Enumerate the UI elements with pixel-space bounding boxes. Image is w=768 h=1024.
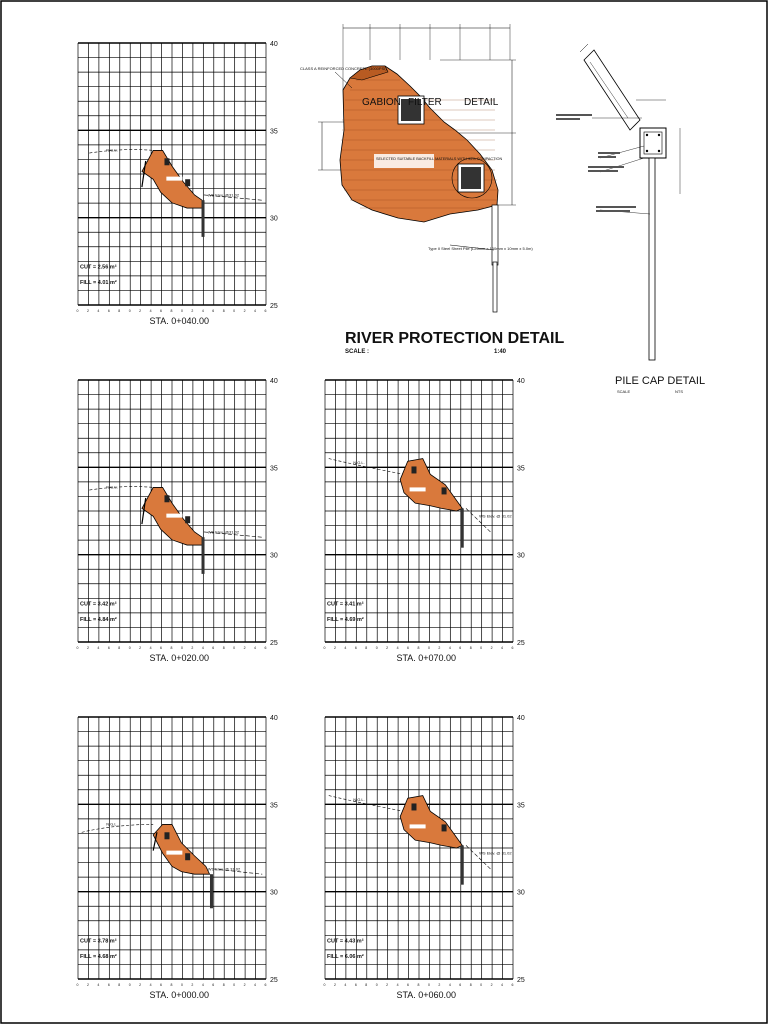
bottom-tick-label: 0 bbox=[128, 646, 131, 650]
bottom-tick-label: 8 bbox=[118, 309, 121, 313]
elevation-label: 25 bbox=[517, 977, 525, 984]
bottom-tick-label: 6 bbox=[354, 646, 357, 650]
bottom-tick-label: 8 bbox=[170, 646, 173, 650]
bottom-tick-label: 0 bbox=[375, 646, 378, 650]
bottom-tick-label: 0 bbox=[323, 983, 326, 987]
bottom-tick-label: 0 bbox=[480, 983, 483, 987]
station-label: STA. 0+040.00 bbox=[149, 316, 210, 326]
station-label: STA. 0+000.00 bbox=[149, 990, 210, 1000]
bottom-tick-label: 8 bbox=[469, 983, 472, 987]
bottom-tick-label: 4 bbox=[254, 646, 257, 650]
river-detail-title: RIVER PROTECTION DETAIL bbox=[345, 330, 565, 347]
gabion-block bbox=[411, 466, 416, 473]
bottom-tick-label: 4 bbox=[344, 983, 347, 987]
concrete-label: CLASS A REINFORCED CONCRETE (3000PSI) bbox=[300, 66, 387, 71]
bottom-tick-label: 0 bbox=[233, 646, 236, 650]
cut-label: CUT = 3.41 m² bbox=[327, 601, 364, 608]
fill-label: FILL = 4.68 m² bbox=[80, 954, 117, 961]
sheet-pile bbox=[210, 874, 213, 908]
bottom-tick-label: 2 bbox=[386, 983, 389, 987]
bottom-tick-label: 2 bbox=[333, 646, 336, 650]
bottom-tick-label: 4 bbox=[97, 309, 100, 313]
bottom-tick-label: 6 bbox=[212, 983, 215, 987]
bottom-tick-label: 2 bbox=[86, 309, 89, 313]
sheet-pile bbox=[461, 508, 464, 547]
water-level-label: WS Elev. @31.02 bbox=[207, 529, 240, 535]
bottom-tick-label: 2 bbox=[86, 646, 89, 650]
bottom-tick-label: 6 bbox=[511, 646, 514, 650]
bottom-tick-label: 0 bbox=[76, 309, 79, 313]
bottom-tick-label: 0 bbox=[128, 983, 131, 987]
gabion-label: GABION bbox=[362, 97, 401, 108]
elevation-label: 35 bbox=[270, 802, 278, 810]
elevation-label: 40 bbox=[517, 715, 525, 722]
elevation-label: 35 bbox=[517, 465, 525, 473]
sheet-pile bbox=[461, 845, 464, 884]
bottom-tick-label: 6 bbox=[212, 309, 215, 313]
cut-label: CUT = 3.78 m² bbox=[80, 938, 117, 945]
bottom-tick-label: 2 bbox=[438, 983, 441, 987]
bottom-tick-label: 6 bbox=[459, 646, 462, 650]
bottom-tick-label: 2 bbox=[139, 309, 142, 313]
cut-label: CUT = 2.56 m² bbox=[80, 264, 117, 271]
bottom-tick-label: 0 bbox=[375, 983, 378, 987]
bottom-tick-label: 2 bbox=[243, 983, 246, 987]
bottom-tick-label: 2 bbox=[333, 983, 336, 987]
gabion-block bbox=[411, 803, 416, 810]
bottom-tick-label: 2 bbox=[438, 646, 441, 650]
bottom-tick-label: 4 bbox=[201, 309, 204, 313]
bottom-tick-label: 4 bbox=[448, 983, 451, 987]
fill-label: FILL = 4.01 m² bbox=[80, 280, 117, 287]
bottom-tick-label: 6 bbox=[107, 983, 110, 987]
bottom-tick-label: 6 bbox=[511, 983, 514, 987]
gabion-block bbox=[164, 832, 169, 839]
sheet-pile bbox=[202, 537, 205, 574]
river-scale-label: SCALE : bbox=[345, 349, 369, 355]
bottom-tick-label: 8 bbox=[417, 983, 420, 987]
bottom-tick-label: 2 bbox=[490, 646, 493, 650]
bottom-tick-label: 8 bbox=[222, 309, 225, 313]
bottom-tick-label: 2 bbox=[191, 983, 194, 987]
gabion-block bbox=[164, 158, 169, 165]
bottom-tick-label: 8 bbox=[222, 646, 225, 650]
bottom-tick-label: 4 bbox=[149, 646, 152, 650]
water-level-label: WS Elev. @31.02 bbox=[207, 192, 240, 198]
bottom-tick-label: 2 bbox=[243, 646, 246, 650]
elevation-label: 30 bbox=[270, 552, 278, 560]
bottom-tick-label: 2 bbox=[191, 646, 194, 650]
gabion-block bbox=[185, 853, 190, 860]
bottom-tick-label: 6 bbox=[212, 646, 215, 650]
bottom-tick-label: 6 bbox=[354, 983, 357, 987]
bottom-tick-label: 6 bbox=[160, 646, 163, 650]
bottom-tick-label: 4 bbox=[344, 646, 347, 650]
bottom-tick-label: 6 bbox=[407, 646, 410, 650]
fill-tag bbox=[166, 177, 182, 181]
gabion-block bbox=[442, 487, 447, 494]
bottom-tick-label: 0 bbox=[128, 309, 131, 313]
bottom-tick-label: 4 bbox=[254, 983, 257, 987]
ngl-label: N.G.L. bbox=[106, 147, 118, 153]
bottom-tick-label: 4 bbox=[254, 309, 257, 313]
bottom-tick-label: 6 bbox=[264, 983, 267, 987]
pile-cap-scale-label: SCALE bbox=[617, 389, 631, 394]
bottom-tick-label: 0 bbox=[76, 983, 79, 987]
bottom-tick-label: 6 bbox=[459, 983, 462, 987]
gabion-block bbox=[164, 495, 169, 502]
gabion-block bbox=[185, 179, 190, 186]
bottom-tick-label: 6 bbox=[160, 309, 163, 313]
sheet-pile bbox=[202, 200, 205, 237]
ngl-label: N.G.L. bbox=[106, 484, 118, 490]
bottom-tick-label: 0 bbox=[323, 646, 326, 650]
bottom-tick-label: 0 bbox=[427, 983, 430, 987]
bottom-tick-label: 4 bbox=[448, 646, 451, 650]
backfill-label: SELECTED SUITABLE BACKFILL MATERIALS WITH 95% COMPACTION bbox=[376, 157, 503, 161]
bottom-tick-label: 6 bbox=[264, 309, 267, 313]
fill-label: FILL = 4.84 m² bbox=[80, 617, 117, 624]
sheet-pile-label: Type II Steel Sheet Pile (L25mm x 100mm x 10mm x 5.0m) bbox=[428, 246, 533, 251]
elevation-label: 35 bbox=[270, 128, 278, 136]
bottom-tick-label: 8 bbox=[365, 983, 368, 987]
detail-label: DETAIL bbox=[464, 97, 499, 108]
bottom-tick-label: 2 bbox=[139, 646, 142, 650]
bottom-tick-label: 8 bbox=[417, 646, 420, 650]
fill-tag bbox=[410, 487, 426, 491]
fill-tag bbox=[166, 514, 182, 518]
bottom-tick-label: 4 bbox=[396, 983, 399, 987]
elevation-label: 30 bbox=[517, 889, 525, 897]
bottom-tick-label: 6 bbox=[107, 309, 110, 313]
bottom-tick-label: 6 bbox=[160, 983, 163, 987]
bottom-tick-label: 0 bbox=[180, 983, 183, 987]
bottom-tick-label: 0 bbox=[76, 646, 79, 650]
fill-tag bbox=[410, 824, 426, 828]
fill-tag bbox=[166, 851, 182, 855]
elevation-label: 40 bbox=[270, 378, 278, 385]
bottom-tick-label: 2 bbox=[139, 983, 142, 987]
bottom-tick-label: 0 bbox=[427, 646, 430, 650]
bottom-tick-label: 8 bbox=[170, 983, 173, 987]
filter-label: FILTER bbox=[408, 97, 442, 108]
bottom-tick-label: 2 bbox=[243, 309, 246, 313]
cut-label: CUT = 3.42 m² bbox=[80, 601, 117, 608]
elevation-label: 25 bbox=[270, 977, 278, 984]
water-level-label: WS Elev. @ 31.02 bbox=[479, 513, 512, 519]
elevation-label: 35 bbox=[517, 802, 525, 810]
elevation-label: 40 bbox=[270, 41, 278, 48]
bottom-tick-label: 2 bbox=[490, 983, 493, 987]
water-level-label: WS Elev. @ 31.02 bbox=[207, 866, 241, 872]
ngl-label: N.G.L. bbox=[353, 459, 365, 465]
elevation-label: 30 bbox=[517, 552, 525, 560]
elevation-label: 25 bbox=[517, 640, 525, 647]
bottom-tick-label: 4 bbox=[201, 983, 204, 987]
bottom-tick-label: 4 bbox=[97, 646, 100, 650]
bottom-tick-label: 8 bbox=[170, 309, 173, 313]
station-label: STA. 0+020.00 bbox=[149, 653, 210, 663]
gabion-block bbox=[185, 516, 190, 523]
bottom-tick-label: 4 bbox=[501, 983, 504, 987]
ngl-label: N.G.L. bbox=[106, 821, 118, 827]
bottom-tick-label: 8 bbox=[118, 983, 121, 987]
fill-label: FILL = 4.69 m² bbox=[327, 617, 364, 624]
gabion-block bbox=[442, 824, 447, 831]
ngl-label: N.G.L. bbox=[353, 796, 365, 802]
cut-label: CUT = 4.43 m² bbox=[327, 938, 364, 945]
bottom-tick-label: 6 bbox=[107, 646, 110, 650]
pile-cap-title: PILE CAP DETAIL bbox=[615, 375, 706, 387]
elevation-label: 30 bbox=[270, 215, 278, 223]
bottom-tick-label: 8 bbox=[365, 646, 368, 650]
bottom-tick-label: 2 bbox=[86, 983, 89, 987]
bottom-tick-label: 6 bbox=[407, 983, 410, 987]
water-level-label: WS Elev. @ 31.02 bbox=[479, 850, 512, 856]
elevation-label: 25 bbox=[270, 640, 278, 647]
bottom-tick-label: 2 bbox=[386, 646, 389, 650]
bottom-tick-label: 4 bbox=[149, 309, 152, 313]
elevation-label: 30 bbox=[270, 889, 278, 897]
bottom-tick-label: 8 bbox=[469, 646, 472, 650]
bottom-tick-label: 6 bbox=[264, 646, 267, 650]
station-label: STA. 0+060.00 bbox=[396, 990, 457, 1000]
bottom-tick-label: 0 bbox=[233, 309, 236, 313]
bottom-tick-label: 8 bbox=[118, 646, 121, 650]
fill-label: FILL = 6.06 m² bbox=[327, 954, 364, 961]
bottom-tick-label: 2 bbox=[191, 309, 194, 313]
bottom-tick-label: 4 bbox=[201, 646, 204, 650]
bottom-tick-label: 8 bbox=[222, 983, 225, 987]
bottom-tick-label: 4 bbox=[149, 983, 152, 987]
bottom-tick-label: 0 bbox=[180, 309, 183, 313]
bottom-tick-label: 4 bbox=[396, 646, 399, 650]
river-scale-value: 1:40 bbox=[494, 349, 507, 355]
bottom-tick-label: 0 bbox=[480, 646, 483, 650]
bottom-tick-label: 0 bbox=[180, 646, 183, 650]
station-label: STA. 0+070.00 bbox=[396, 653, 457, 663]
elevation-label: 40 bbox=[270, 715, 278, 722]
elevation-label: 40 bbox=[517, 378, 525, 385]
bottom-tick-label: 0 bbox=[233, 983, 236, 987]
elevation-label: 35 bbox=[270, 465, 278, 473]
elevation-label: 25 bbox=[270, 303, 278, 310]
pile-cap-scale-value: NTS bbox=[675, 389, 683, 394]
bottom-tick-label: 4 bbox=[97, 983, 100, 987]
bottom-tick-label: 4 bbox=[501, 646, 504, 650]
